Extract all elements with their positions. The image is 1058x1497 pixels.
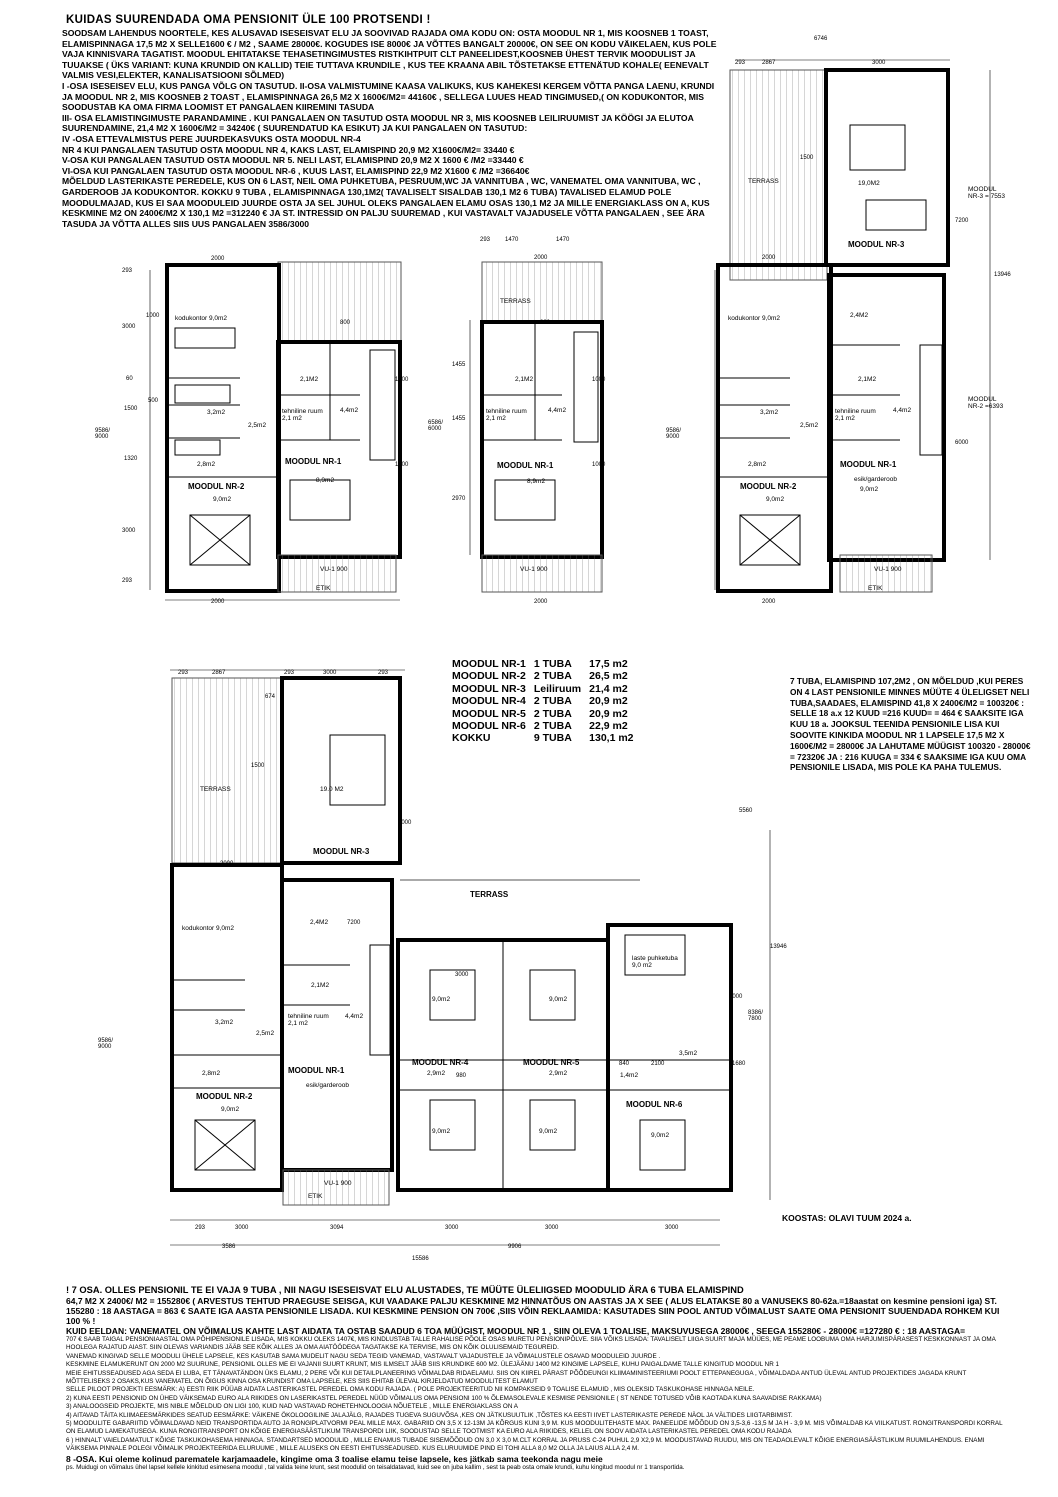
dim-b-800: 800: [540, 320, 551, 326]
room-d21: 2,1M2: [311, 982, 330, 989]
dim-d-2000: 2000: [398, 820, 412, 826]
room-c32: 3,2m2: [760, 409, 779, 416]
label-vu-b: VU-1 900: [520, 566, 548, 573]
dim-a-3000b: 3000: [122, 528, 136, 534]
dim-a-60: 60: [126, 376, 133, 382]
label-vu-a: VU-1 900: [320, 566, 348, 573]
label-moodul5-d: MOODUL NR-5: [523, 1058, 580, 1067]
room-a21: 2,1M2: [300, 376, 319, 383]
dim-a-1000c: 1000: [146, 313, 160, 319]
dim-d-1680: 1680: [732, 1061, 746, 1067]
dim-c-3000: 3000: [872, 60, 886, 66]
label-moodul1-d: MOODUL NR-1: [288, 1066, 345, 1075]
dim-a-1000b: 1000: [395, 462, 409, 468]
room-tehniline-a: tehniline ruum 2,1 m2: [282, 408, 323, 422]
dim-d-3000c: 3000: [445, 1225, 459, 1231]
dim-d-9906: 9906: [508, 1244, 522, 1250]
room-d90-m2: 9,0m2: [221, 1106, 240, 1113]
room-d28: 2,8m2: [202, 1070, 221, 1077]
side-note: 7 TUBA, ELAMISPIND 107,2M2 , ON MÕELDUD ,KUI PERES ON 4 LAST PENSIONILE MINNES MÜÜTE 4 ÜLELIGSET NELI TUBA,SAADAES, ELAMISPIND 41,8 X 2400€/M2 = 100320€ : SELLE 18 a.x 12 KUUD =216 KUUD= = 464 € SAAKSITE IGA KUU 18 a. JOOKSUL TEENIDA PENSIONILE LISA KUI SOOVITE KINKIDA MOODUL NR 1 LAPSELE 17,5 M2 X 1600€/M2 = 28000€ JA LAHUTAME MÜÜGIST 100320 - 28000€ = 72320€ JA : 216 KUUGA = 334 € SAAKSIME IGA KUU OMA PENSIONILE LISADA, MIS POLE KA PAHA TULEMUS.: [790, 676, 1031, 773]
label-moodul1-a: MOODUL NR-1: [285, 457, 342, 466]
room-d90-m5a: 9,0m2: [549, 996, 568, 1003]
room-a90: 9,0m2: [213, 496, 232, 503]
room-d90-m5b: 9,0m2: [539, 1128, 558, 1135]
plan-a: [167, 262, 401, 592]
dim-d-3000m6: 3000: [729, 994, 743, 1000]
dim-d-293c: 293: [378, 670, 389, 676]
plan-c: [718, 70, 948, 592]
dim-d-293b: 293: [284, 670, 295, 676]
dim-d-3000b: 3000: [235, 1225, 249, 1231]
dim-c-2000b: 2000: [762, 599, 776, 605]
dim-d-840: 840: [619, 1061, 630, 1067]
room-c90: 9,0m2: [766, 496, 785, 503]
dim-d-9586: 9586/ 9000: [98, 1038, 114, 1050]
dim-d-980: 980: [456, 1073, 467, 1079]
room-c190: 19,0M2: [858, 180, 880, 187]
room-kodukontor-a: kodukontor 9,0m2: [175, 315, 228, 322]
dim-b-1470: 1470: [505, 237, 519, 243]
dim-d-3000: 3000: [323, 670, 337, 676]
room-d29b: 2,9m2: [549, 1070, 568, 1077]
room-c44: 4,4m2: [893, 407, 912, 414]
room-d90-m4b: 9,0m2: [432, 1128, 451, 1135]
dim-b-1000: 1000: [592, 377, 606, 383]
dim-a-1000: 1000: [395, 377, 409, 383]
room-tehniline-c: tehniline ruum 2,1 m2: [835, 408, 876, 422]
room-d90-m4a: 9,0m2: [432, 996, 451, 1003]
dim-b-2000: 2000: [534, 255, 548, 261]
dim-c-293: 293: [735, 60, 746, 66]
dim-d-293d: 293: [195, 1225, 206, 1231]
label-moodul1-c: MOODUL NR-1: [840, 460, 897, 469]
summary-row: MOODUL NR-6 2 TUBA 22,9 m2: [452, 720, 628, 733]
room-c25: 2,5m2: [800, 422, 819, 429]
dim-d-8386: 8386/ 7800: [748, 1010, 764, 1022]
dim-c-1500: 1500: [800, 155, 814, 161]
room-d190: 19.0 M2: [320, 786, 344, 793]
room-a89: 8,9m2: [316, 477, 335, 484]
summary-row: MOODUL NR-2 2 TUBA 26,5 m2: [452, 670, 628, 683]
dim-b-1000b: 1000: [592, 462, 606, 468]
dim-a-3000: 3000: [122, 324, 136, 330]
dim-a-1320: 1320: [124, 456, 138, 462]
dim-d-3586: 3586: [222, 1244, 236, 1250]
dim-d-15586: 15586: [412, 1256, 429, 1262]
room-d90-m6: 9,0m2: [651, 1132, 670, 1139]
intro-text: SOODSAM LAHENDUS NOORTELE, KES ALUSAVAD ISESEISVAT ELU JA SOOVIVAD RAJADA OMA KODU ON: OSTA MOODUL NR 1, MIS KOOSNEB 1 TOAST, ELAMISPINNAGA 17,5 M2 X SELLE1600 € / M2 , SAAME 28000€. KOGUDES ISE 8000€ JA VÕTTES BANGALT 20000€, ON SEE ON KODU VÄIKELAEN, KUS POLE VAJA KINNISVARA TAGATIST. MOODUL EHITATAKSE TEHASETINGIMUSTES RISTKIHTPUIT CLT PANEELIDEST,KOOSNEB ÜHEST TERVIK MOODULIST JA TUUAKSE ( ÜKS VARIANT: KUNA KRUNDID ON KALLID) TEIE TUTTAVA KRUNDILE , KUS TEE KRAANA ABIL TÕSTETAKSE ETTENÄTUD KOHALE( EENEVALT VALMIS VESI,ELEKTER, KANALISATSIOONI SÕLMED) I -OSA ISESEISEV ELU, KUS PANGA VÕLG ON TASUTUD. II-OSA VALMISTUMINE KAASA VALIKUKS, KUS KAHEKESI KERGEM VÕTTA PANGA LAENU, KRUNDI JA MOODUL NR 2, MIS KOOSNEB 2 TOAST , ELAMISPINNAGA 26,5 M2 X 1600€/M2= 44160€ , SELLEGA LUUES HEAD TINGIMUSED,( ON KODUKONTOR, MIS SOODUSTAB KA OMA FIRMA LOOMIST ET PANGALAEN KIIREMINI TASUDA III- OSA ELAMISTINGIMUSTE PARANDAMINE . KUI PANGALAEN ON TASUTUD OSTA MOODUL NR 3, MIS KOOSNEB LEILIRUUMIST JA KÖÖGI JA ELUTOA SUURENDAMINE, 21,4 M2 X 1600€/M2 = 34240€ ( SUURENDATUD KA ESIKUT) JA KUI PANGALAEN ON TASUTUD: IV -OSA ETTEVALMISTUS PERE JUURDEKASVUKS OSTA MOODUL NR-4 NR 4 KUI PANGALAEN TASUTUD OSTA MOODUL NR 4, KAKS LAST, ELAMISPIND 20,9 M2 X1600€/M2= 33440 € V-OSA KUI PANGALAEN TASUTUD OSTA MOODUL NR 5. NELI LAST, ELAMISPIND 20,9 M2 X 1600 € /M2 =33440 € VI-OSA KUI PANGALAEN TASUTUD OSTA MOODUL NR-6 , KUUS LAST, ELAMISPIND 22,9 M2 X1600 € /M2 =36640€ MÕELDUD LASTERIKASTE PEREDELE, KUS ON 6 LAST, NEIL OMA PUHKETUBA, PESRUUM,WC JA VANNITUBA , WC, VANEMATEL OMA VANNITUBA, WC , GARDEROOB JA KODUKONTOR. KOKKU 9 TUBA , ELAMISPINNAGA 130,1M2( TAVALISELT SISALDAB 130,1 M2 6 TUBA) TAVALISED ELAMUD POLE MOODULMAJAD, KUS EI SAA MOODULEID JUURDE OSTA JA SEL JUHUL OLEKS PANGALAEN ELAMU OSAS 130,1 M2 JA MILLE ENERGIAKLASS ON A, KUS KESKMINE M2 ON 2400€/M2 X 130,1 M2 =312240 € JA ST. INTRESSID ON PALJU SUUREMAD , KUI VASTAVALT VAJADUSELE VÕTTA PANGALAEN , SEE ÄRA TASUDA JA VÕTTA ALLES SIIS UUS PANGALAEN 3586/3000: [62, 28, 717, 229]
label-moodul1-b: MOODUL NR-1: [497, 461, 554, 470]
room-b44: 4,4m2: [548, 407, 567, 414]
room-d25: 2,5m2: [256, 1030, 275, 1037]
footer-text: ! 7 OSA. OLLES PENSIONIL TE EI VAJA 9 TUBA , NII NAGU ISESEISVAT ELU ALUSTADES, TE MÜÜTE ÜLELIIGSED MOODULID ÄRA 6 TUBA ELAMISPIND 64,7 M2 X 2400€/ M2 = 155280€ ( ARVESTUS TEHTUD PRAEGUSE SEISGA, KUI VAADAKE PALJU KESKMINE M2 HINNATÕUS ON AASTAS JA X SEE ( ALUS ELATAKSE 80 a VANUSEKS 80-62a.=18aastat on kesmine pensioni iga) ST. 155280 : 18 AASTAGA = 863 € SAATE IGA AASTA PENSIONILE LISADA. KUI KESKMINE PENSION ON 700€ ,SIIS VÕIN REKLAAMIDA: KASUTADES SIIN POOL ANTUD VÕIMALUST SAATE OMA PENSIONIT SUUENDADA ROHKEM KUI 100 % ! KUID EELDAN: VANEMATEL ON VÕIMALUS KAHTE LAST AIDATA TA OSTAB SAADUD 6 TOA MÜÜGIST, MOODUL NR 1 , SIIN OLEVA 1 TOALISE, MAKSUVUSEGA 28000€ , SEEGA 155280€ - 28000€ =127280 € : 18 AASTAGA= 707 € SAAB TAIGAL PENSIONIAASTAL OMA PÕHIPENSIONILE LISADA, MIS KOKKU OLEKS 1407€, MIS KINDLUSTAB TALLE RAHALISE PÕOLE OSAS MURETU PENSIONIPÕLVE. SIIA VÕIKS LISADA: TAVALISELT LIIGA SUURT MAJA MÜÜES, ME PEAME LOOBUMA OMA HARJUMISPÄRASEST KESKKONNAST JA OMA HOOLEGA RAJATUD AIAST. SIIN OLEVAS VARIANDIS JÄÄB SEE KÕIK ALLES JA OMA AIATÖÖDEGA TAGATAKSE KA TERVISE, MIS ON KÕIK OLULISEMAID TEGUREID. VANEMAD KINGIVAD SELLE MOODULI ÜHELE LAPSELE, KES KASUTAB SAMA MUDELIT NAGU SEDA TEGID VANEMAD, VASTAVALT VAJADUSTELE JA VÕIMALUSTELE OSAVAD MOODULEID JUURDE . KESKMINE ELAMUKERUNT ON 2000 M2 SUURUNE, PENSIONIL OLLES ME EI VAJANII SUURT KRUNT, MIS ILMSELT JÄÄB SIIS KRUNDIKE 600 M2. ÜLEJÄÄNU 1400 M2 KINGIME LAPSELE, KUHU PAIGALDAME TALLE KINGITUD MOODUL NR 1 MEIE EHITUSSEADUSED AGA SEDA EI LUBA, ET TÄNAVATÄNDON ÜKS ELAMU, 2 PERE VÕI KUI DETAILPLANEERING VÕIMALDAB RIDAELAMU. SIIS ON KIIREL PÄRAST PÕÕDEUNGI KLIIMAMINISTEERIUMI POOLT ETTEPANEGUGA , VÕIMALDADA ANTUD ÜLEVAL ANTUD PROJEKTIDES JAGADA KRUNT MÕTTELISEKS 2 OSAKS,KUS VANEMATEL ON ÕIGUS KINNA OSA KRUNDIST OMA LAPSELE, KES SIIS EHITAB ÜLEVAL KIRJELDATUD MOODULITEST ELAMUT SELLE PILOOT PROJEKTI EESMÄRK: A) EESTI RIIK PÜÜAB AIDATA LASTERIKASTEL PEREDEL OMA KODU RAJADA. ( POLE PROJEKTEERITUD NII KOMPAKSEID 9 TOALISE ELAMUID , MIS OLEKSID TASKUKOHASE HINNAGA NEILE. 2) KUNA EESTI PENSIONID ON ÜHED VÄIKSEMAD EURO ALA RIIKIDES ON LASERIKASTEL PEREDEL NÜÜD VÕIMALUS OMA PENSIONI 100 % ÕLEMASOLEVALE KESMISE PENSIONILE ( ST NENDE TOTUSED VÕIB KAOTADA KUNA SAAVADISE RAKKAMA) 3) ANALOOGSEID PROJEKTE, MIS NIBLE MÕELDUD ON LIGI 100, KUID NAD VASTAVAD ROHETEHNOLOOGIA NÕUETELE , MILLE ENERGIAKLASS ON A 4) AITAVAD TÄITA KLIIMAEESMÄRKIDES SEATUD EESMÄRKE: VÄIKENE ÖKOLOOGILINE JALAJÄLG, RAJADES TUGEVA SUGUVÕSA ,KES ON JÄTKUSUUTLIK ,TÕSTES KA EESTI IIVET LASTERIKASTE PEREDE NÄOL JA VÄLTIDES LIIGTARBIMIST. 5) MOODULITE GABARIITID VÕIMALDAVAD NEID TRANSPORTIDA AUTO JA RONGIPLATVORMI PEAL MILLE MAX. GABARIID ON 3,5 X 12-13M JA KÕRGUS KUNI 3,9 M. KUS MOODULITEHASTE MAX. PANEELIDE MÕÕDUD ON 3,5-3,6 -13,5 M JA H - 3,9 M. MIS VÕIMALDAB KA VIILKATUST. RONGITRANSPORDI KORRAL ON ELAMUD LAMEKATUSEGA. KUNA RONGITRANSPORT ON KÕIGE ENERGIASÄÄSTLIKUM TRANSPORDI LIIK, SOODUSTAD SELLE TOOTMIST KA EURO ALA RIIKIDES, KELLEL ON SOOV AIDATA LASTERIKASTEL PEREDEL OMA KODU RAJADA 6 ) HINNALT VAIELDAMATULT KÕIGE TASKUKOHASEMA HINNAGA. STANDARTSED MOODULID , MILLE ENAMUS TUBADE SISEMÕÕDUD ON 3,0 X 3,0 M.CLT KORRAL JA PRUSS C-24 PUHUL 2,9 X2,9 M. MOODUSTAVAD RUUDU, MIS ON TEADAOLEVALT KÕIGE ENERGIASÄÄSTLIKUM RUUMILAHENDUS. ENAMI VÄIKSEMA PINNALE POLEGI VÕIMALIK PROJEKTEERIDA ELURUUME , MILLE ALUSEKS ON EESTI EHITUSSEADUSED. KUS ELURUUMIDE PIND EI TOHI ALLA 8,0 M2 OLLA JA LAIUS ALLA 2,4 M. 8 -OSA. Kui oleme kolinud parematele karjamaadele, kingime oma 3 toalise elamu teise lapsele, kes jätkab sama teekonda nagu meie ps. Muidugi on võimalus ühel lapsel kellele kinkitud esimesena moodul , tal valida teine krunt, sest moodulid on teisaldatavad, kuid see on juba kallim , sest ta peab osta omale krundi, kuhu kingitud moodul nr 1 transportida.: [66, 1285, 1003, 1471]
dim-d-13946: 13946: [770, 944, 787, 950]
dim-d-1500: 1500: [251, 763, 265, 769]
label-vu-d: VU-1 900: [324, 1180, 352, 1187]
room-a44: 4,4m2: [340, 407, 359, 414]
summary-row: MOODUL NR-1 1 TUBA 17,5 m2: [452, 658, 628, 670]
dim-c-2000: 2000: [762, 255, 776, 261]
dim-b-2000b: 2000: [534, 599, 548, 605]
dim-a-500: 500: [148, 398, 159, 404]
room-d24: 2,4M2: [310, 919, 329, 926]
dim-d-674: 674: [265, 694, 276, 700]
dim-a-800: 800: [340, 320, 351, 326]
dim-d-2000b: 2000: [220, 861, 234, 867]
label-etik-d: ETIK: [308, 1193, 323, 1200]
label-moodul3-d: MOODUL NR-3: [313, 847, 370, 856]
label-vu-c: VU-1 900: [874, 566, 902, 573]
room-kodukontor-d: kodukontor 9,0m2: [182, 925, 235, 932]
label-terrass-b: TERRASS: [500, 298, 531, 305]
dim-a-293b: 293: [122, 578, 133, 584]
room-tehniline-b: tehniline ruum 2,1 m2: [486, 408, 527, 422]
room-kodukontor-c: kodukontor 9,0m2: [728, 315, 781, 322]
room-laste: laste puhketuba 9,0 m2: [632, 955, 678, 969]
dim-c-7200: 7200: [955, 218, 969, 224]
dim-a-1500: 1500: [124, 406, 138, 412]
room-b89: 8,9m2: [527, 478, 546, 485]
plan-d: [172, 678, 731, 1205]
dim-c-6000: 6000: [955, 440, 969, 446]
plan-b: [482, 262, 602, 592]
dim-c-13946: 13946: [994, 272, 1011, 278]
label-moodul3-c: MOODUL NR-3: [848, 240, 905, 249]
room-c24: 2,4M2: [850, 312, 869, 319]
dim-c-6746: 6746: [814, 36, 828, 42]
dim-d-5560: 5560: [739, 808, 753, 814]
summary-row: MOODUL NR-4 2 TUBA 20,9 m2: [452, 695, 628, 708]
room-a25: 2,5m2: [248, 422, 267, 429]
dim-d-3000m4: 3000: [455, 972, 469, 978]
page-title: KUIDAS SUURENDADA OMA PENSIONIT ÜLE 100 PROTSENDI !: [66, 14, 431, 26]
summary-row: MOODUL NR-5 2 TUBA 20,9 m2: [452, 707, 628, 720]
room-d32: 3,2m2: [215, 1019, 234, 1026]
dim-a-bottom: 2000: [211, 599, 225, 605]
label-terrass-d: TERRASS: [200, 786, 231, 793]
room-c90b: 9,0m2: [860, 486, 879, 493]
room-d35: 3,5m2: [679, 1050, 698, 1057]
label-moodul4-d: MOODUL NR-4: [412, 1058, 469, 1067]
dim-a-top: 2000: [211, 256, 225, 262]
dim-b-293: 293: [480, 237, 491, 243]
dim-moodul3: MOODUL NR-3 = 7553: [968, 186, 1006, 200]
summary-row: MOODUL NR-3 Leiliruum 21,4 m2: [452, 682, 628, 695]
dim-c-2867: 2867: [762, 60, 776, 66]
dim-d-2867: 2867: [212, 670, 226, 676]
room-a32: 3,2m2: [207, 409, 226, 416]
dim-d-3000d: 3000: [545, 1225, 559, 1231]
dim-b-1455b: 1455: [452, 416, 466, 422]
room-d14: 1,4m2: [620, 1072, 639, 1079]
dim-moodul2: MOODUL NR-2 =6393: [968, 396, 1004, 410]
dim-b-2970: 2970: [452, 496, 466, 502]
label-terrass-c: TERRASS: [748, 178, 779, 185]
dim-a-293: 293: [122, 268, 133, 274]
dim-c-9586: 9586/ 9000: [666, 428, 682, 440]
dim-d-2100: 2100: [651, 1061, 665, 1067]
label-moodul2-c: MOODUL NR-2: [740, 482, 797, 491]
label-moodul6-d: MOODUL NR-6: [626, 1100, 683, 1109]
author-credit: KOOSTAS: OLAVI TUUM 2024 a.: [782, 1213, 912, 1223]
dim-a-9586: 9586/ 9000: [95, 428, 111, 440]
dim-d-293: 293: [178, 670, 189, 676]
room-d29a: 2,9m2: [427, 1070, 446, 1077]
room-tehniline-d: tehniline ruum 2,1 m2: [288, 1013, 329, 1027]
room-c21: 2,1M2: [858, 376, 877, 383]
label-etik-a: ETIK: [316, 585, 331, 592]
dim-b-6586: 6586/ 6000: [428, 420, 444, 432]
room-c28: 2,8m2: [748, 461, 767, 468]
dim-d-7200: 7200: [347, 920, 361, 926]
dim-b-1470b: 1470: [556, 237, 570, 243]
label-esik-c: esik/garderoob: [854, 476, 897, 483]
label-terrass-d2: TERRASS: [470, 890, 509, 899]
label-etik-c: ETIK: [868, 585, 883, 592]
summary-row: KOKKU 9 TUBA 130,1 m2: [452, 732, 634, 745]
room-b21: 2,1M2: [515, 376, 534, 383]
dim-d-3094: 3094: [330, 1225, 344, 1231]
module-summary-table: [452, 658, 642, 745]
label-moodul2-a: MOODUL NR-2: [188, 482, 245, 491]
label-moodul2-d: MOODUL NR-2: [196, 1092, 253, 1101]
label-esik-d: esik/garderoob: [306, 1082, 349, 1089]
room-d44: 4,4m2: [345, 1013, 364, 1020]
dim-b-1455: 1455: [452, 362, 466, 368]
dim-d-3000e: 3000: [665, 1225, 679, 1231]
room-a28: 2,8m2: [197, 461, 216, 468]
